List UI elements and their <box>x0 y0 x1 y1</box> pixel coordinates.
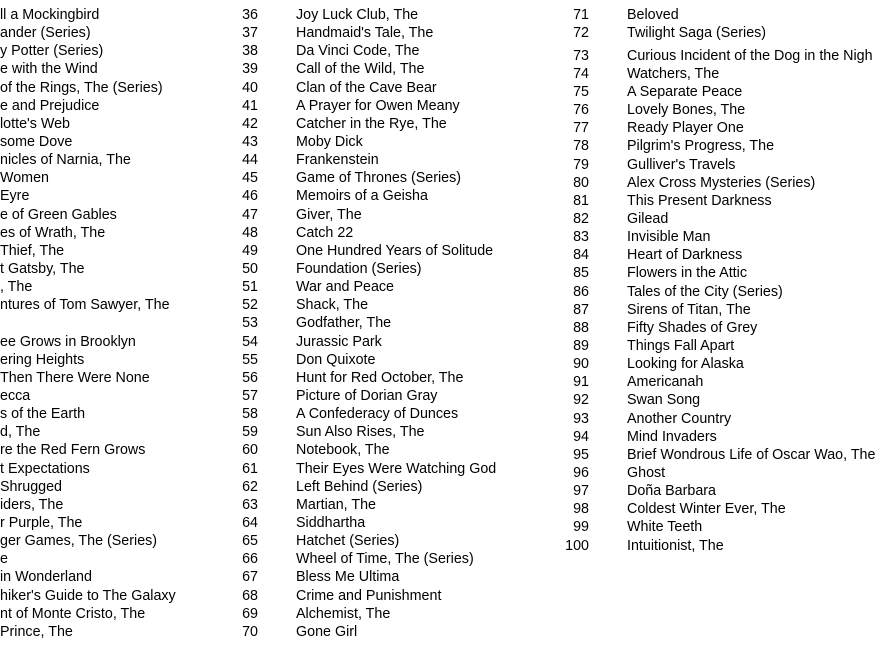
list-item <box>560 482 880 500</box>
book-title: Their Eyes Were Watching God <box>296 460 497 477</box>
book-title: e of Green Gables <box>0 206 117 223</box>
list-item <box>230 6 560 24</box>
list-item <box>0 242 230 260</box>
list-item <box>0 151 230 169</box>
book-title: Heart of Darkness <box>627 247 743 264</box>
book-title: Da Vinci Code, The <box>296 43 420 60</box>
list-item <box>560 319 880 337</box>
book-rank: 97 <box>573 483 589 500</box>
list-item <box>0 133 230 151</box>
book-title: Prince, The <box>0 623 73 640</box>
book-title: Thief, The <box>0 242 65 259</box>
book-rank: 57 <box>242 387 258 404</box>
book-rank: 91 <box>573 374 589 391</box>
book-title: Foundation (Series) <box>296 260 422 277</box>
list-item <box>0 296 230 314</box>
list-item <box>560 65 880 83</box>
book-rank: 40 <box>242 79 258 96</box>
book-title: Memoirs of a Geisha <box>296 188 428 205</box>
book-title: lotte's Web <box>0 115 71 132</box>
list-item <box>560 500 880 518</box>
list-item <box>0 169 230 187</box>
book-rank: 87 <box>573 301 589 318</box>
list-item <box>0 115 230 133</box>
book-title: White Teeth <box>627 519 703 536</box>
list-item <box>230 460 560 478</box>
book-rank: 78 <box>573 138 589 155</box>
list-item <box>230 478 560 496</box>
book-rank: 90 <box>573 356 589 373</box>
book-rank: 66 <box>242 551 258 568</box>
list-item <box>0 206 230 224</box>
book-title: A Confederacy of Dunces <box>296 406 459 423</box>
book-title: iders, The <box>0 496 64 513</box>
list-item <box>230 550 560 568</box>
list-item <box>230 623 560 641</box>
book-title: Don Quixote <box>296 351 376 368</box>
list-item <box>560 246 880 264</box>
book-rank: 67 <box>242 569 258 586</box>
book-rank: 73 <box>573 47 589 64</box>
book-title: e <box>0 551 8 568</box>
book-title: Things Fall Apart <box>627 337 735 354</box>
book-rank: 85 <box>573 265 589 282</box>
book-rank: 56 <box>242 369 258 386</box>
book-title: Game of Thrones (Series) <box>296 170 462 187</box>
book-rank: 71 <box>573 7 589 23</box>
book-list-column-1 <box>0 6 230 641</box>
list-item <box>230 97 560 115</box>
list-item <box>230 333 560 351</box>
book-title: Gone Girl <box>296 623 358 640</box>
book-rank: 82 <box>573 211 589 227</box>
book-title: Handmaid's Tale, The <box>296 25 434 42</box>
book-list-column-3 <box>560 6 880 555</box>
list-item <box>560 174 880 192</box>
list-item <box>230 115 560 133</box>
list-item <box>560 428 880 446</box>
book-title: ering Heights <box>0 351 85 368</box>
list-item <box>560 518 880 536</box>
list-item <box>560 210 880 228</box>
book-title: Hatchet (Series) <box>296 533 400 550</box>
book-title: Jurassic Park <box>296 333 382 350</box>
book-title: d, The <box>0 424 41 441</box>
book-title: Notebook, The <box>296 442 390 459</box>
list-item <box>230 60 560 78</box>
book-title: Watchers, The <box>627 65 720 82</box>
book-rank: 64 <box>242 514 258 531</box>
list-item <box>0 514 230 532</box>
list-item <box>0 187 230 205</box>
book-title: t Gatsby, The <box>0 260 85 277</box>
list-item <box>0 550 230 568</box>
book-rank: 79 <box>573 156 589 173</box>
list-item <box>0 60 230 78</box>
list-item <box>230 514 560 532</box>
book-rank: 53 <box>242 315 258 332</box>
book-title: Sun Also Rises, The <box>296 424 425 441</box>
list-item <box>0 587 230 605</box>
list-item <box>560 446 880 464</box>
list-item <box>0 97 230 115</box>
list-item <box>230 242 560 260</box>
book-rank: 70 <box>242 623 258 640</box>
book-title: Bless Me Ultima <box>296 569 400 586</box>
book-title: Fifty Shades of Grey <box>627 319 758 336</box>
book-title: ecca <box>0 387 31 404</box>
book-title: Catcher in the Rye, The <box>296 115 447 132</box>
book-rank: 92 <box>573 392 589 409</box>
list-item <box>230 369 560 387</box>
list-item <box>560 337 880 355</box>
book-rank: 77 <box>573 120 589 137</box>
book-title: Eyre <box>0 188 30 205</box>
book-rank: 61 <box>242 460 258 477</box>
book-rank: 49 <box>242 242 258 259</box>
book-title: One Hundred Years of Solitude <box>296 242 494 259</box>
book-rank: 42 <box>242 115 258 132</box>
list-item <box>230 441 560 459</box>
list-item <box>560 6 880 24</box>
book-title: nt of Monte Cristo, The <box>0 605 146 622</box>
book-title: Call of the Wild, The <box>296 61 425 78</box>
book-rank: 44 <box>242 152 258 169</box>
book-rank: 80 <box>573 174 589 191</box>
book-rank: 99 <box>573 519 589 536</box>
book-title: Another Country <box>627 410 732 427</box>
book-title: Then There Were None <box>0 369 150 386</box>
book-title: in Wonderland <box>0 569 92 586</box>
book-rank: 72 <box>573 25 589 42</box>
book-rank: 94 <box>573 428 589 445</box>
book-rank: 52 <box>242 297 258 314</box>
book-rank: 54 <box>242 333 258 350</box>
list-item <box>0 42 230 60</box>
book-rank: 69 <box>242 605 258 622</box>
book-title: s of the Earth <box>0 406 86 423</box>
book-title: Gulliver's Travels <box>627 156 736 173</box>
book-title: Ghost <box>627 464 666 481</box>
book-title: r Purple, The <box>0 514 83 531</box>
list-item <box>0 441 230 459</box>
list-item <box>230 587 560 605</box>
book-rank: 51 <box>242 279 258 296</box>
list-item <box>0 260 230 278</box>
list-item <box>0 79 230 97</box>
book-title: Pilgrim's Progress, The <box>627 138 775 155</box>
list-item <box>0 314 230 332</box>
list-item <box>230 496 560 514</box>
book-title: Joy Luck Club, The <box>296 7 419 23</box>
book-title: e and Prejudice <box>0 97 100 114</box>
list-item <box>0 405 230 423</box>
list-item <box>0 369 230 387</box>
book-rank: 68 <box>242 587 258 604</box>
book-rank: 93 <box>573 410 589 427</box>
list-item <box>0 605 230 623</box>
book-title: Moby Dick <box>296 133 363 150</box>
book-rank: 100 <box>565 537 589 554</box>
list-item <box>0 460 230 478</box>
book-rank: 39 <box>242 61 258 78</box>
book-title: t Expectations <box>0 460 90 477</box>
book-title: Flowers in the Attic <box>627 265 747 282</box>
list-item <box>560 192 880 210</box>
book-title: Left Behind (Series) <box>296 478 423 495</box>
list-item <box>230 351 560 369</box>
list-item <box>560 119 880 137</box>
book-title: Hunt for Red October, The <box>296 369 464 386</box>
book-rank: 60 <box>242 442 258 459</box>
book-rank: 74 <box>573 65 589 82</box>
book-title: Coldest Winter Ever, The <box>627 501 786 518</box>
book-title: Intuitionist, The <box>627 537 724 554</box>
book-title: Catch 22 <box>296 224 354 241</box>
book-title: Sirens of Titan, The <box>627 301 751 318</box>
book-rank: 65 <box>242 533 258 550</box>
list-item <box>230 532 560 550</box>
book-rank: 50 <box>242 260 258 277</box>
book-title: Shrugged <box>0 478 63 495</box>
book-title: ntures of Tom Sawyer, The <box>0 297 170 314</box>
book-title: War and Peace <box>296 279 395 296</box>
book-rank: 75 <box>573 84 589 101</box>
list-item <box>0 333 230 351</box>
book-rank: 83 <box>573 229 589 246</box>
book-title: Giver, The <box>296 206 362 223</box>
book-rank: 59 <box>242 424 258 441</box>
list-item <box>0 496 230 514</box>
book-title: of the Rings, The (Series) <box>0 79 163 96</box>
list-item <box>560 410 880 428</box>
book-title: Lovely Bones, The <box>627 102 746 119</box>
book-title: Doña Barbara <box>627 483 717 500</box>
book-rank: 96 <box>573 464 589 481</box>
book-title: Crime and Punishment <box>296 587 442 604</box>
list-item <box>230 423 560 441</box>
book-rank: 46 <box>242 188 258 205</box>
list-item <box>0 351 230 369</box>
list-item <box>230 42 560 60</box>
book-title: Picture of Dorian Gray <box>296 387 438 404</box>
book-title: ander (Series) <box>0 25 91 42</box>
book-rank: 55 <box>242 351 258 368</box>
list-item <box>560 137 880 155</box>
list-item <box>230 151 560 169</box>
book-title: Beloved <box>627 7 679 23</box>
list-item <box>560 228 880 246</box>
book-title: This Present Darkness <box>627 192 772 209</box>
list-item <box>0 6 230 24</box>
book-rank: 88 <box>573 319 589 336</box>
list-item <box>230 405 560 423</box>
list-item <box>230 568 560 586</box>
book-rank: 81 <box>573 192 589 209</box>
list-item <box>0 387 230 405</box>
book-rank: 95 <box>573 446 589 463</box>
book-rank: 62 <box>242 478 258 495</box>
book-title: Swan Song <box>627 392 701 409</box>
list-item <box>230 314 560 332</box>
book-rank: 36 <box>242 7 258 23</box>
book-title: Godfather, The <box>296 315 392 332</box>
list-item <box>560 47 880 65</box>
list-item <box>0 278 230 296</box>
book-title: Alex Cross Mysteries (Series) <box>627 174 816 191</box>
book-title: ll a Mockingbird <box>0 7 100 23</box>
book-title: Martian, The <box>296 496 376 513</box>
list-item <box>0 423 230 441</box>
list-item <box>560 464 880 482</box>
list-item <box>0 623 230 641</box>
book-title: Clan of the Cave Bear <box>296 79 437 96</box>
book-title: Wheel of Time, The (Series) <box>296 551 474 568</box>
book-rank: 58 <box>242 406 258 423</box>
list-item <box>0 478 230 496</box>
book-title: es of Wrath, The <box>0 224 106 241</box>
book-title: , The <box>0 279 33 296</box>
book-rank: 45 <box>242 170 258 187</box>
list-item <box>230 206 560 224</box>
book-title: Women <box>0 170 49 187</box>
book-list-column-2 <box>230 6 560 641</box>
book-title: hiker's Guide to The Galaxy <box>0 587 176 604</box>
book-title: nicles of Narnia, The <box>0 152 131 169</box>
book-rank: 48 <box>242 224 258 241</box>
list-item <box>0 532 230 550</box>
list-item <box>230 387 560 405</box>
list-item <box>560 101 880 119</box>
book-title: ger Games, The (Series) <box>0 533 158 550</box>
book-title: Gilead <box>627 211 669 227</box>
book-rank: 89 <box>573 337 589 354</box>
list-item <box>560 301 880 319</box>
book-title: re the Red Fern Grows <box>0 442 146 459</box>
book-title: Tales of the City (Series) <box>627 283 783 300</box>
book-rank: 38 <box>242 43 258 60</box>
list-item <box>0 224 230 242</box>
list-item <box>230 169 560 187</box>
list-item <box>560 156 880 174</box>
book-rank: 84 <box>573 247 589 264</box>
book-rank: 98 <box>573 501 589 518</box>
list-item <box>230 133 560 151</box>
book-title: Twilight Saga (Series) <box>627 25 767 42</box>
book-title: Siddhartha <box>296 514 366 531</box>
book-title: Frankenstein <box>296 152 379 169</box>
list-item <box>230 260 560 278</box>
book-rank: 41 <box>242 97 258 114</box>
book-title: Invisible Man <box>627 229 711 246</box>
list-item <box>560 537 880 555</box>
list-item <box>230 187 560 205</box>
book-title: Brief Wondrous Life of Oscar Wao, The <box>627 446 876 463</box>
list-item <box>560 355 880 373</box>
book-rank: 47 <box>242 206 258 223</box>
book-title: Looking for Alaska <box>627 356 744 373</box>
book-title: Curious Incident of the Dog in the Nigh <box>627 47 873 64</box>
list-item <box>0 24 230 42</box>
list-item <box>560 264 880 282</box>
list-item <box>230 296 560 314</box>
list-item <box>560 391 880 409</box>
book-title: y Potter (Series) <box>0 43 104 60</box>
list-item <box>0 568 230 586</box>
book-rank: 63 <box>242 496 258 513</box>
list-item <box>230 79 560 97</box>
book-title: A Prayer for Owen Meany <box>296 97 460 114</box>
book-title: e with the Wind <box>0 61 98 78</box>
book-rank: 37 <box>242 25 258 42</box>
list-item <box>230 278 560 296</box>
list-item <box>560 373 880 391</box>
book-title: some Dove <box>0 133 73 150</box>
list-item <box>230 224 560 242</box>
book-rank: 86 <box>573 283 589 300</box>
book-title: Mind Invaders <box>627 428 717 445</box>
book-title: Alchemist, The <box>296 605 391 622</box>
book-title: Americanah <box>627 374 704 391</box>
list-item <box>560 283 880 301</box>
book-title: ee Grows in Brooklyn <box>0 333 136 350</box>
book-title: A Separate Peace <box>627 84 743 101</box>
book-rank: 43 <box>242 133 258 150</box>
list-item <box>230 24 560 42</box>
book-rank: 76 <box>573 102 589 119</box>
list-item <box>560 83 880 101</box>
book-title: Ready Player One <box>627 120 744 137</box>
book-title: Shack, The <box>296 297 369 314</box>
list-item <box>560 24 880 47</box>
list-item <box>230 605 560 623</box>
